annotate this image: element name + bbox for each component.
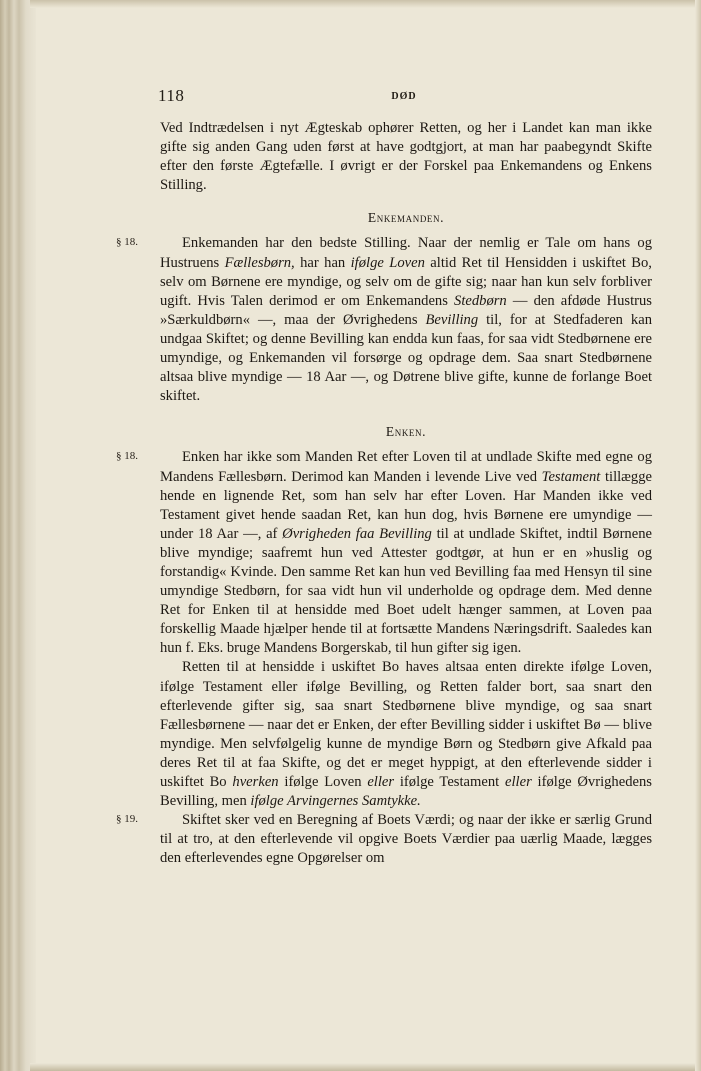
- page-bottom-edge: [30, 1063, 701, 1071]
- page-top-edge: [30, 0, 701, 8]
- section-heading-enkemanden: Enkemanden.: [367, 210, 445, 226]
- text-run: har han: [294, 254, 351, 271]
- running-head: [158, 86, 650, 106]
- paragraph-skiftet: [116, 811, 652, 868]
- book-spine: [0, 0, 36, 1071]
- text-run: ifølge Øvrighedens Bevilling, men: [160, 774, 652, 810]
- section-mark: § 18.: [116, 450, 138, 463]
- italic-run: Fællesbørn,: [224, 254, 295, 271]
- text-run: — den afdøde Hustrus »Særkuldbørn« —, maa der Øvrighedens: [160, 292, 652, 328]
- text-run: Retten til at hensidde i uskiftet Bo haves altsaa enten direkte ifølge Loven, ifølge Testament eller ifølge Bevilling, og Retten falder bort, saa snart den efterlevende gifter sig, saa snart Stedbørnene blive myndige, og saa snart Fællesbørnene — naar det er Enken, der efter Bevilling sidder i uskiftet Bø — blive myndige. Men selvfølgelig kunne de myndige Børn og Stedbørn give Afkald paa deres Ret til at faa Skifte, og det er meget hyppigt, at den efterlevende sidder i uskiftet Bo: [160, 659, 652, 790]
- italic-run: ifølge Arvingernes Samtykke.: [250, 793, 421, 810]
- italic-run: eller: [505, 774, 532, 790]
- paragraph-retten: [160, 658, 652, 811]
- italic-run: hverken: [232, 774, 279, 790]
- italic-run: Øvrigheden faa Bevilling: [282, 525, 432, 542]
- page-right-edge: [695, 0, 701, 1071]
- page-number: 118: [158, 86, 185, 105]
- text-run: til at undlade Skiftet, indtil Børnene blive myndige; saafremt hun ved Attester godtgør, at hun er en »huslig og forstandig« Kvinde. Den samme Ret kan hun ved Bevilling faa med Hensyn til sine umyndige Stedbørn, for saa vidt hun vil underholde og opdrage dem. Med denne Ret for Enken til at hensidde med Boet udelt hænger sammen, at Loven paa forskellig Maade hjælper hende til at fortsætte Mandens Næringsdrift. Saaledes kan hun f. Eks. bruge Mandens Borgerskab, til hun gifter sig igen.: [160, 525, 652, 657]
- text-run: Enkemanden har den bedste Stilling. Naar der nemlig er Tale om hans og Hustruens: [160, 235, 652, 271]
- text-run: Enken har ikke som Manden Ret efter Loven til at undlade Skifte med egne og Mandens Fællesbørn. Derimod kan Manden i levende Live ved: [160, 449, 652, 485]
- text-run: altid Ret til Hensidden i uskiftet Bo, selv om Børnene ere myndige, og selv om de gifte sig; naar han kun selv forbliver ugift. Hvis Talen derimod er om Enkemandens: [160, 254, 652, 309]
- text-run: til, for at Stedfaderen kan undgaa Skiftet; og denne Bevilling kan endda kun faas, for saa vidt Stedbørnene ere umyndige, og Enkemanden vil forsørge og opdrage dem. Saa snart Stedbørnene altsaa blive myndige — 18 Aar —, og Døtrene blive gifte, kunne de forlange Boet skiftet.: [160, 311, 652, 405]
- paragraph-enkemanden: [116, 234, 652, 406]
- body-text: [116, 119, 652, 868]
- intro-paragraph: Ved Indtrædelsen i nyt Ægteskab ophører Retten, og her i Landet kan man ikke gifte sig anden Gang uden først at have godtgjort, at man har paabegyndt Skifte efter den første Ægtefælle. I øvrigt er der Forskel paa Enkemandens og Enkens Stilling.: [160, 120, 652, 194]
- text-run: tillægge hende en lignende Ret, som han selv har efter Loven. Har Manden ikke ved Testament givet hende saadan Ret, kan hun dog, hvis Børnene ere umyndige — under 18 Aar —, af: [160, 468, 652, 542]
- italic-run: Testament: [541, 468, 601, 485]
- paragraph-enken: [116, 448, 652, 658]
- section-mark: § 19.: [116, 813, 138, 826]
- italic-run: Bevilling: [425, 311, 479, 328]
- italic-run: eller: [367, 774, 395, 790]
- text-run: ifølge Loven: [278, 774, 368, 790]
- text-run: ifølge Testament: [394, 774, 505, 790]
- section-heading-enken: Enken.: [385, 424, 427, 440]
- text-run: Skiftet sker ved en Beregning af Boets Værdi; og naar der ikke er særlig Grund til at tro, at den efterlevende vil opgive Boets Værdier paa uærlig Maade, lægges den efterlevendes egne Opgørelser om: [160, 812, 652, 867]
- italic-run: Stedbørn: [454, 292, 507, 309]
- section-mark: § 18.: [116, 236, 138, 249]
- italic-run: ifølge Loven: [350, 254, 425, 271]
- running-section-title: DØD: [391, 91, 417, 102]
